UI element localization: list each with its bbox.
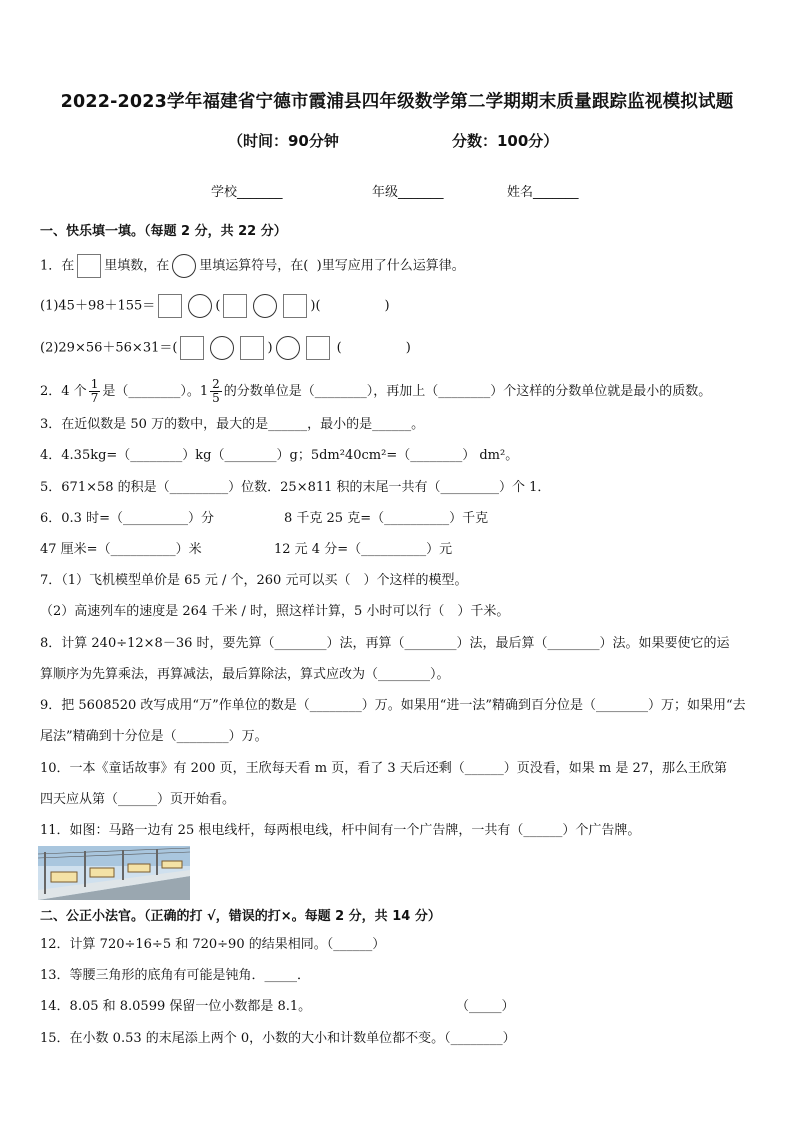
question-15: 15．在小数 0.53 的末尾添上两个 0，小数的大小和计数单位都不变。（________） bbox=[40, 1031, 516, 1046]
question-11: 11．如图：马路一边有 25 根电线杆，每两根电线，杆中间有一个广告牌，一共有（______）个广告牌。 bbox=[40, 823, 641, 838]
school-field: 学校_______ bbox=[211, 185, 283, 200]
q2-text-c: 的分数单位是（________），再加上（________）个这样的分数单位就是最小的质数。 bbox=[223, 384, 712, 399]
q1-2-expression: (2)29×56＋56×31＝( bbox=[40, 340, 178, 356]
question-12: 12．计算 720÷16÷5 和 720÷90 的结果相同。（______） bbox=[40, 937, 386, 952]
question-10a: 10．一本《童话故事》有 200 页，王欣每天看 m 页，看了 3 天后还剩（______）页没看，如果 m 是 27，那么王欣第 bbox=[40, 761, 728, 776]
question-9b: 尾法”精确到十分位是（________）万。 bbox=[40, 729, 268, 744]
question-4: 4．4.35kg=（________）kg（________）g；5dm²40cm²=（________） dm²。 bbox=[40, 448, 519, 463]
answer-box[interactable] bbox=[223, 294, 247, 318]
paren: )( bbox=[310, 298, 321, 314]
name-field: 姓名_______ bbox=[507, 185, 579, 200]
paren: ( bbox=[336, 340, 342, 356]
question-13: 13．等腰三角形的底角有可能是钝角．_____． bbox=[40, 968, 311, 983]
grade-field: 年级_______ bbox=[372, 185, 444, 200]
question-9a: 9．把 5608520 改写成用“万”作单位的数是（________）万。如果用“进一法”精确到百分位是（________）万；如果用“去 bbox=[40, 698, 746, 713]
score-label: 分数：100分） bbox=[452, 132, 559, 150]
denominator: 5 bbox=[212, 391, 220, 405]
paren: ) bbox=[267, 340, 273, 356]
q1-1-expression: (1)45＋98＋155＝ bbox=[40, 298, 156, 314]
question-3: 3．在近似数是 50 万的数中，最大的是______，最小的是______。 bbox=[40, 417, 425, 432]
question-1-2 bbox=[40, 336, 411, 360]
question-6a: 6．0.3 时=（__________）分 bbox=[40, 511, 214, 526]
question-8a: 8．计算 240÷12×8－36 时，要先算（________）法，再算（________）法，最后算（________）法。如果要使它的运 bbox=[40, 636, 730, 651]
question-6d: 12 元 4 分=（__________）元 bbox=[274, 542, 453, 557]
operator-circle[interactable] bbox=[210, 336, 234, 360]
operator-circle[interactable] bbox=[253, 294, 277, 318]
question-14: 14．8.05 和 8.0599 保留一位小数都是 8.1。 bbox=[40, 999, 312, 1014]
operator-circle[interactable] bbox=[188, 294, 212, 318]
q2-text-b: 是（________）。1 bbox=[102, 384, 209, 399]
question-6b: 8 千克 25 克=（__________）千克 bbox=[284, 511, 489, 526]
numerator: 2 bbox=[212, 377, 220, 391]
answer-box[interactable] bbox=[283, 294, 307, 318]
answer-box[interactable] bbox=[77, 254, 101, 278]
question-10b: 四天应从第（______）页开始看。 bbox=[40, 792, 236, 807]
answer-box[interactable] bbox=[240, 336, 264, 360]
numerator: 1 bbox=[90, 377, 99, 391]
fraction bbox=[89, 378, 101, 405]
question-2 bbox=[40, 378, 711, 405]
q1-text-b: 里填数，在 bbox=[104, 258, 170, 274]
question-8b: 算顺序为先算乘法，再算减法，最后算除法，算式应改为（________）。 bbox=[40, 667, 450, 682]
question-7b: （2）高速列车的速度是 264 千米 / 时，照这样计算，5 小时可以行（ ）千米。 bbox=[40, 604, 510, 619]
operator-circle[interactable] bbox=[276, 336, 300, 360]
fraction bbox=[210, 378, 222, 405]
q1-text-c: 里填运算符号，在( bbox=[199, 258, 309, 274]
answer-box[interactable] bbox=[180, 336, 204, 360]
q1-text-d: )里写应用了什么运算律。 bbox=[316, 258, 465, 274]
question-1-1 bbox=[40, 294, 390, 318]
answer-box[interactable] bbox=[306, 336, 330, 360]
question-14-answer: （_____） bbox=[456, 999, 515, 1014]
q1-text-a: 1．在 bbox=[40, 258, 75, 274]
question-5: 5．671×58 的积是（_________）位数．25×811 积的末尾一共有（_________）个 1． bbox=[40, 480, 551, 495]
paren: ( bbox=[215, 298, 221, 314]
page-title: 2022-2023学年福建省宁德市霞浦县四年级数学第二学期期末质量跟踪监视模拟试题 bbox=[60, 92, 734, 112]
section-1-heading: 一、快乐填一填。（每题 2 分，共 22 分） bbox=[40, 224, 287, 239]
time-label: （时间：90分钟 bbox=[228, 132, 339, 150]
q2-text-a: 2．4 个 bbox=[40, 384, 87, 399]
answer-box[interactable] bbox=[158, 294, 182, 318]
question-1 bbox=[40, 254, 465, 278]
road-billboard-illustration bbox=[38, 846, 190, 900]
denominator: 7 bbox=[90, 391, 99, 405]
paren: ) bbox=[405, 340, 411, 356]
section-2-heading: 二、公正小法官。（正确的打 √，错误的打×。每题 2 分，共 14 分） bbox=[40, 909, 441, 924]
paren: ) bbox=[384, 298, 390, 314]
question-6c: 47 厘米=（__________）米 bbox=[40, 542, 202, 557]
operator-circle[interactable] bbox=[172, 254, 196, 278]
question-7a: 7．（1）飞机模型单价是 65 元 / 个，260 元可以买（ ）个这样的模型。 bbox=[40, 573, 468, 588]
